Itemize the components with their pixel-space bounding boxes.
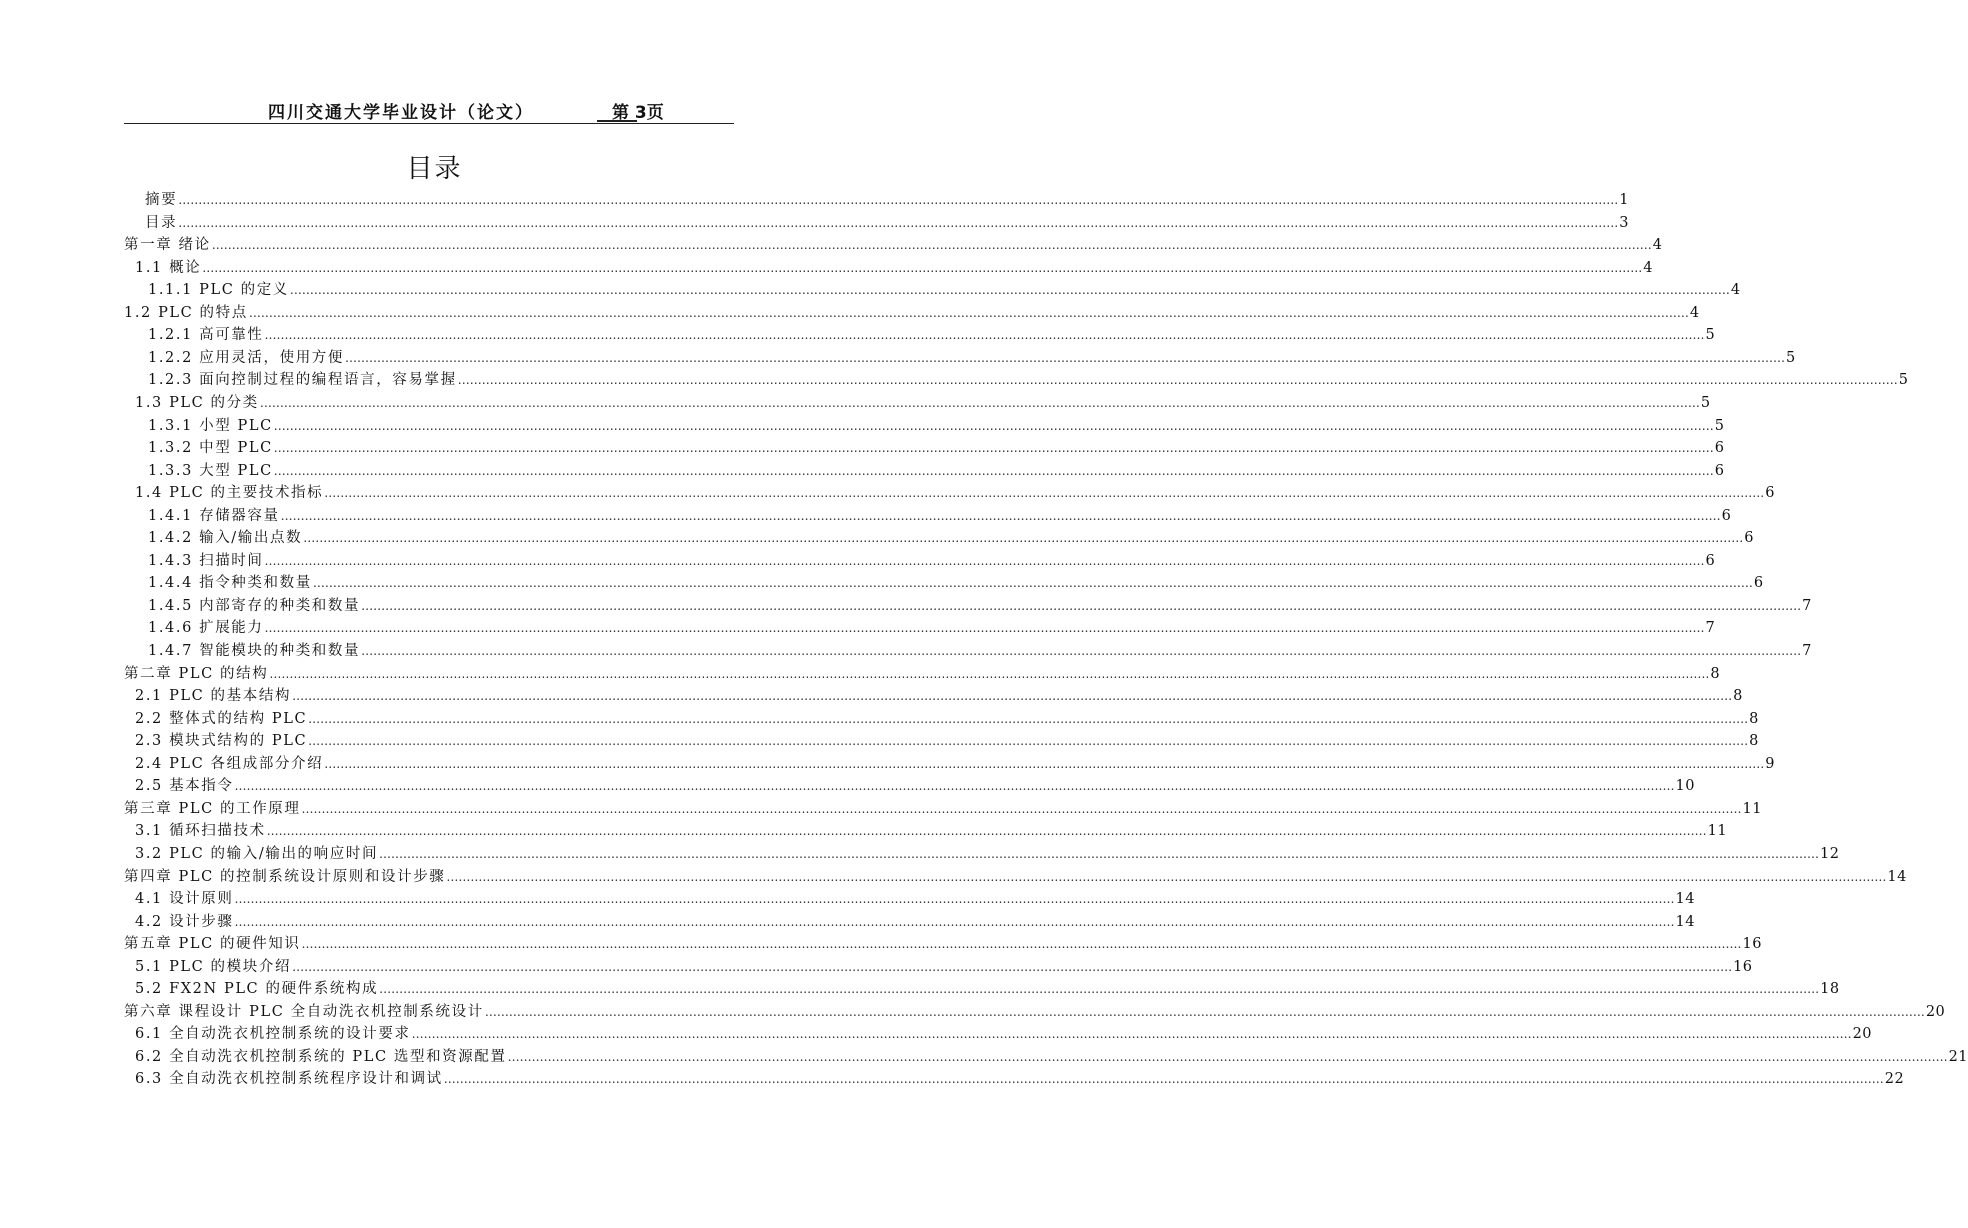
toc-entry-page: 8: [1733, 688, 1743, 705]
toc-entry-page: 5: [1705, 327, 1716, 344]
toc-entry[interactable]: [135, 957, 1753, 977]
toc-dot-leader: ………………………………………………………………………………………………………………………………………………………………………………………………………………………………………………………………………………………………………………………………: [178, 193, 1619, 207]
toc-entry-label: 目录: [145, 214, 178, 231]
toc-dot-leader: ………………………………………………………………………………………………………………………………………………………………………………………………………………………………………………………………………………………………………………………………: [379, 982, 1820, 997]
toc-entry[interactable]: [135, 483, 1775, 503]
toc-entry-page: 21: [1948, 1048, 1968, 1065]
toc-dot-leader: ………………………………………………………………………………………………………………………………………………………………………………………………………………………………………………………………………………………………………………………………: [301, 801, 1742, 816]
toc-entry[interactable]: [124, 1002, 1946, 1022]
toc-entry-label: 第四章 PLC 的控制系统设计原则和设计步骤: [124, 868, 446, 885]
toc-entry-label: 1.3.3 大型 PLC: [148, 462, 273, 479]
toc-entry-label: 1.2.1 高可靠性: [148, 327, 264, 344]
toc-dot-leader: ………………………………………………………………………………………………………………………………………………………………………………………………………………………………………………………………………………………………………………………………: [324, 756, 1765, 771]
toc-entry[interactable]: [148, 461, 1725, 481]
toc-entry-page: 16: [1742, 936, 1762, 953]
toc-entry-page: 14: [1675, 891, 1695, 908]
toc-dot-leader: ………………………………………………………………………………………………………………………………………………………………………………………………………………………………………………………………………………………………………………………………: [443, 1072, 1884, 1087]
toc-entry[interactable]: [124, 664, 1721, 684]
toc-dot-leader: ………………………………………………………………………………………………………………………………………………………………………………………………………………………………………………………………………………………………………………………………: [324, 486, 1765, 501]
toc-entry[interactable]: [124, 235, 1663, 255]
toc-entry[interactable]: [135, 979, 1840, 999]
toc-entry[interactable]: [148, 618, 1716, 638]
toc-entry-label: 1.4.3 扫描时间: [148, 552, 264, 569]
toc-entry-page: 11: [1742, 800, 1762, 817]
toc-entry-page: 3: [1619, 214, 1629, 231]
toc-entry[interactable]: [135, 258, 1654, 278]
toc-dot-leader: ………………………………………………………………………………………………………………………………………………………………………………………………………………………………………………………………………………………………………………………………: [248, 305, 1689, 320]
toc-entry-page: 18: [1820, 981, 1840, 998]
toc-entry[interactable]: [148, 416, 1725, 436]
toc-entry-page: 10: [1675, 778, 1695, 795]
toc-dot-leader: ………………………………………………………………………………………………………………………………………………………………………………………………………………………………………………………………………………………………………………………………: [202, 260, 1643, 275]
toc-entry-page: 7: [1705, 620, 1716, 637]
toc-entry[interactable]: [148, 506, 1732, 526]
toc-entry[interactable]: [124, 867, 1907, 887]
toc-entry[interactable]: [148, 438, 1725, 458]
toc-entry-label: 摘要: [145, 192, 178, 208]
toc-entry-label: 3.2 PLC 的输入/输出的响应时间: [135, 845, 379, 862]
toc-entry-label: 2.4 PLC 各组成部分介绍: [135, 755, 324, 772]
toc-entry-label: 1.4.4 指令种类和数量: [148, 575, 312, 592]
toc-entry[interactable]: [124, 934, 1762, 954]
toc-entry[interactable]: [135, 731, 1759, 751]
toc-entry[interactable]: [148, 348, 1796, 368]
toc-entry-page: 6: [1765, 485, 1775, 502]
toc-entry-page: 5: [1898, 372, 1909, 389]
toc-entry-page: 4: [1730, 282, 1741, 299]
toc-entry-page: 6: [1721, 507, 1732, 524]
toc-dot-leader: ………………………………………………………………………………………………………………………………………………………………………………………………………………………………………………………………………………………………………………………………: [234, 914, 1675, 929]
toc-dot-leader: ………………………………………………………………………………………………………………………………………………………………………………………………………………………………………………………………………………………………………………………………: [379, 846, 1820, 861]
toc-entry-label: 1.4.5 内部寄存的种类和数量: [148, 597, 361, 614]
toc-dot-leader: ………………………………………………………………………………………………………………………………………………………………………………………………………………………………………………………………………………………………………………………………: [264, 553, 1705, 568]
toc-entry-page: 4: [1643, 259, 1654, 276]
toc-dot-leader: ………………………………………………………………………………………………………………………………………………………………………………………………………………………………………………………………………………………………………………………………: [264, 621, 1705, 636]
toc-dot-leader: ………………………………………………………………………………………………………………………………………………………………………………………………………………………………………………………………………………………………………………………………: [446, 869, 1887, 884]
toc-entry-label: 5.1 PLC 的模块介绍: [135, 958, 292, 975]
toc-entry-label: 6.3 全自动洗衣机控制系统程序设计和调试: [135, 1071, 443, 1088]
toc-dot-leader: ………………………………………………………………………………………………………………………………………………………………………………………………………………………………………………………………………………………………………………………………: [303, 531, 1744, 546]
toc-dot-leader: ………………………………………………………………………………………………………………………………………………………………………………………………………………………………………………………………………………………………………………………………: [280, 508, 1721, 523]
toc-dot-leader: ………………………………………………………………………………………………………………………………………………………………………………………………………………………………………………………………………………………………………………………………: [507, 1049, 1948, 1064]
toc-dot-leader: ………………………………………………………………………………………………………………………………………………………………………………………………………………………………………………………………………………………………………………………………: [234, 779, 1675, 794]
toc-entry[interactable]: [135, 776, 1695, 796]
toc-dot-leader: ………………………………………………………………………………………………………………………………………………………………………………………………………………………………………………………………………………………………………………………………: [273, 418, 1714, 433]
toc-entry[interactable]: [148, 325, 1716, 345]
toc-entry[interactable]: [148, 551, 1716, 571]
toc-entry-page: 5: [1714, 417, 1725, 434]
header-page-number: 第 3页: [612, 103, 664, 123]
toc-entry[interactable]: [124, 799, 1762, 819]
toc-entry-label: 第一章 绪论: [124, 237, 211, 254]
toc-dot-leader: ………………………………………………………………………………………………………………………………………………………………………………………………………………………………………………………………………………………………………………………………: [361, 644, 1802, 658]
toc-entry-label: 第二章 PLC 的结构: [124, 665, 269, 682]
toc-entry[interactable]: [148, 528, 1754, 548]
toc-entry-label: 1.2.3 面向控制过程的编程语言，容易掌握: [148, 372, 457, 389]
toc-entry[interactable]: [135, 754, 1775, 774]
toc-entry-page: 6: [1714, 462, 1725, 479]
toc-entry-page: 6: [1744, 530, 1754, 547]
toc-entry-label: 2.2 整体式的结构 PLC: [135, 710, 308, 727]
toc-entry[interactable]: [135, 821, 1728, 841]
toc-dot-leader: ………………………………………………………………………………………………………………………………………………………………………………………………………………………………………………………………………………………………………………………………: [457, 373, 1898, 388]
toc-entry-page: 7: [1802, 597, 1812, 614]
toc-entry-label: 1.1.1 PLC 的定义: [148, 282, 289, 299]
toc-entry-page: 11: [1707, 823, 1728, 840]
toc-entry-label: 2.1 PLC 的基本结构: [135, 688, 292, 705]
toc-entry[interactable]: [135, 912, 1695, 932]
toc-dot-leader: ………………………………………………………………………………………………………………………………………………………………………………………………………………………………………………………………………………………………………………………………: [361, 598, 1802, 613]
toc-entry-page: 9: [1765, 755, 1775, 772]
toc-entry[interactable]: [135, 393, 1711, 413]
toc-entry[interactable]: [135, 686, 1743, 706]
toc-entry-label: 第三章 PLC 的工作原理: [124, 800, 301, 817]
toc-entry[interactable]: [135, 844, 1840, 864]
toc-entry-page: 8: [1749, 710, 1759, 727]
toc-entry-label: 1.4.1 存储器容量: [148, 507, 280, 524]
toc-entry-label: 1.4 PLC 的主要技术指标: [135, 485, 324, 502]
toc-entry[interactable]: [135, 709, 1759, 729]
toc-entry-label: 3.1 循环扫描技术: [135, 823, 266, 840]
toc-entry-page: 12: [1820, 845, 1840, 862]
toc-entry[interactable]: [135, 1069, 1905, 1089]
toc-dot-leader: ………………………………………………………………………………………………………………………………………………………………………………………………………………………………………………………………………………………………………………………………: [273, 441, 1714, 456]
toc-entry-label: 4.2 设计步骤: [135, 913, 234, 930]
toc-entry-label: 4.1 设计原则: [135, 891, 234, 908]
toc-entry-page: 22: [1884, 1071, 1905, 1088]
toc-dot-leader: ………………………………………………………………………………………………………………………………………………………………………………………………………………………………………………………………………………………………………………………………: [345, 350, 1786, 365]
toc-entry-label: 6.2 全自动洗衣机控制系统的 PLC 选型和资源配置: [135, 1048, 507, 1065]
toc-entry-page: 6: [1714, 440, 1725, 457]
toc-dot-leader: ………………………………………………………………………………………………………………………………………………………………………………………………………………………………………………………………………………………………………………………………: [273, 463, 1714, 478]
toc-entry-label: 1.4.7 智能模块的种类和数量: [148, 643, 361, 659]
toc-entry-label: 1.1 概论: [135, 259, 202, 276]
toc-entry[interactable]: [148, 596, 1812, 616]
toc-dot-leader: ………………………………………………………………………………………………………………………………………………………………………………………………………………………………………………………………………………………………………………………………: [292, 959, 1733, 974]
toc-dot-leader: ………………………………………………………………………………………………………………………………………………………………………………………………………………………………………………………………………………………………………………………………: [178, 215, 1619, 230]
toc-dot-leader: ………………………………………………………………………………………………………………………………………………………………………………………………………………………………………………………………………………………………………………………………: [484, 1004, 1925, 1019]
toc-entry[interactable]: [148, 280, 1741, 300]
toc-dot-leader: ………………………………………………………………………………………………………………………………………………………………………………………………………………………………………………………………………………………………………………………………: [411, 1027, 1852, 1042]
toc-entry-page: 7: [1802, 643, 1812, 659]
toc-entry[interactable]: [135, 1024, 1873, 1044]
toc-entry-page: 6: [1753, 575, 1764, 592]
toc-dot-leader: ………………………………………………………………………………………………………………………………………………………………………………………………………………………………………………………………………………………………………………………………: [312, 576, 1753, 591]
toc-dot-leader: ………………………………………………………………………………………………………………………………………………………………………………………………………………………………………………………………………………………………………………………………: [292, 689, 1733, 704]
toc-entry-page: 5: [1786, 349, 1796, 366]
toc-dot-leader: ………………………………………………………………………………………………………………………………………………………………………………………………………………………………………………………………………………………………………………………………: [259, 395, 1700, 410]
toc-dot-leader: ………………………………………………………………………………………………………………………………………………………………………………………………………………………………………………………………………………………………………………………………: [266, 824, 1707, 839]
toc-dot-leader: ………………………………………………………………………………………………………………………………………………………………………………………………………………………………………………………………………………………………………………………………: [308, 711, 1749, 726]
toc-entry-label: 1.4.6 扩展能力: [148, 620, 264, 637]
toc-title: 目录: [406, 154, 463, 184]
toc-entry-label: 5.2 FX2N PLC 的硬件系统构成: [135, 981, 379, 998]
toc-entry[interactable]: [135, 889, 1695, 909]
toc-dot-leader: ………………………………………………………………………………………………………………………………………………………………………………………………………………………………………………………………………………………………………………………………: [308, 734, 1749, 749]
toc-entry[interactable]: [148, 641, 1812, 661]
toc-entry-label: 1.4.2 输入/输出点数: [148, 530, 303, 547]
toc-dot-leader: ………………………………………………………………………………………………………………………………………………………………………………………………………………………………………………………………………………………………………………………………: [211, 238, 1652, 253]
toc-entry-label: 2.3 模块式结构的 PLC: [135, 733, 308, 750]
toc-entry[interactable]: [124, 303, 1700, 323]
toc-entry-label: 2.5 基本指令: [135, 778, 234, 795]
toc-entry-label: 1.2 PLC 的特点: [124, 304, 248, 321]
toc-entry-label: 1.3.1 小型 PLC: [148, 417, 273, 434]
toc-entry-page: 4: [1689, 304, 1700, 321]
toc-entry[interactable]: [148, 573, 1764, 593]
toc-entry-page: 1: [1619, 192, 1629, 208]
header-rule-accent: [597, 120, 637, 122]
toc-entry-page: 20: [1925, 1003, 1946, 1020]
header-rule: [124, 123, 734, 124]
toc-entry[interactable]: [135, 1047, 1968, 1067]
toc-entry-page: 8: [1749, 733, 1759, 750]
toc-entry-page: 16: [1733, 958, 1753, 975]
toc-entry[interactable]: [148, 370, 1909, 390]
toc-dot-leader: ………………………………………………………………………………………………………………………………………………………………………………………………………………………………………………………………………………………………………………………………: [269, 666, 1710, 681]
toc-entry-page: 20: [1852, 1026, 1873, 1043]
toc-dot-leader: ………………………………………………………………………………………………………………………………………………………………………………………………………………………………………………………………………………………………………………………………: [289, 283, 1730, 298]
toc-dot-leader: ………………………………………………………………………………………………………………………………………………………………………………………………………………………………………………………………………………………………………………………………: [301, 937, 1742, 952]
toc-entry-page: 6: [1705, 552, 1716, 569]
toc-entry-page: 4: [1652, 237, 1663, 254]
toc-dot-leader: ………………………………………………………………………………………………………………………………………………………………………………………………………………………………………………………………………………………………………………………………: [234, 892, 1675, 907]
toc-entry-label: 1.2.2 应用灵活，使用方便: [148, 349, 345, 366]
toc-entry-page: 8: [1710, 665, 1721, 682]
toc-entry-page: 5: [1700, 394, 1711, 411]
toc-entry[interactable]: [145, 190, 1629, 210]
header-title: 四川交通大学毕业设计（论文）: [268, 103, 534, 123]
toc-entry-page: 14: [1887, 868, 1907, 885]
toc-entry-label: 第六章 课程设计 PLC 全自动洗衣机控制系统设计: [124, 1003, 484, 1020]
toc-entry-label: 1.3.2 中型 PLC: [148, 440, 273, 457]
toc-entry-label: 6.1 全自动洗衣机控制系统的设计要求: [135, 1026, 411, 1043]
toc-entry[interactable]: [145, 213, 1629, 233]
toc-entry-label: 1.3 PLC 的分类: [135, 394, 259, 411]
toc-entry-label: 第五章 PLC 的硬件知识: [124, 936, 301, 953]
toc-dot-leader: ………………………………………………………………………………………………………………………………………………………………………………………………………………………………………………………………………………………………………………………………: [264, 328, 1705, 343]
toc-entry-page: 14: [1675, 913, 1695, 930]
